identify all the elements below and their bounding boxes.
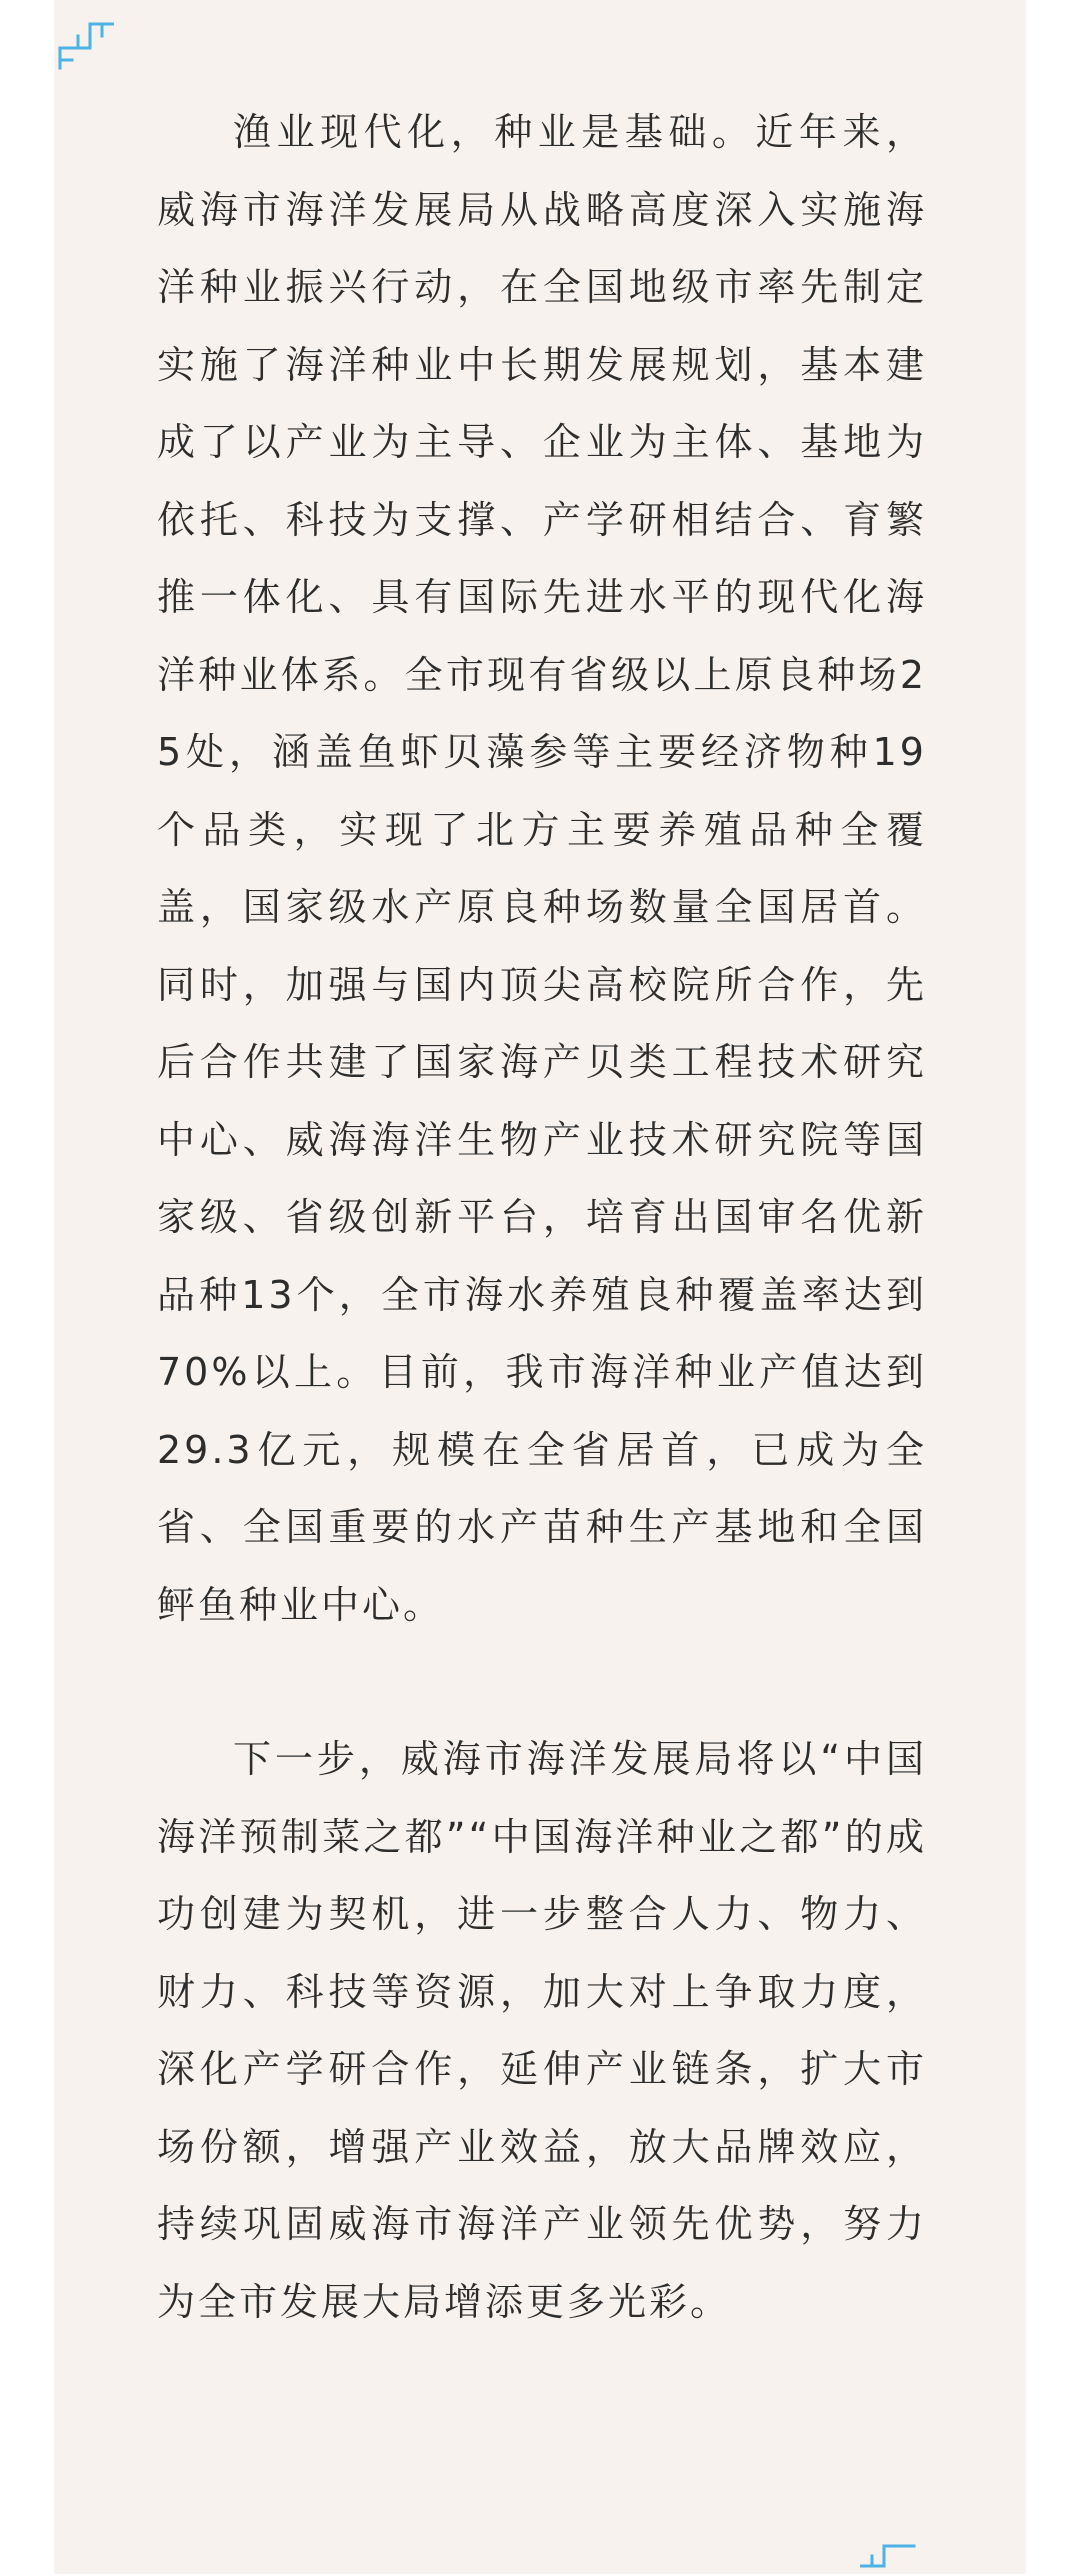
article-paragraph-2: 下一步，威海市海洋发展局将以“中国海洋预制菜之都”“中国海洋种业之都”的成功创建为契机，进一步整合人力、物力、财力、科技等资源，加大对上争取力度，深化产学研合作，延伸产业链条，扩大市场份额，增强产业效益，放大品牌效应，持续巩固威海市海洋产业领先优势，努力为全市发展大局增添更多光彩。 [157,1737,927,2324]
article-body [157,94,927,2341]
corner-ornament-icon [860,2542,920,2574]
article-paragraph-1: 渔业现代化，种业是基础。近年来，威海市海洋发展局从战略高度深入实施海洋种业振兴行动，在全国地级市率先制定实施了海洋种业中长期发展规划，基本建成了以产业为主导、企业为主体、基地为依托、科技为支撑、产学研相结合、育繁推一体化、具有国际先进水平的现代化海洋种业体系。全市现有省级以上原良种场25处，涵盖鱼虾贝藻参等主要经济物种19个品类，实现了北方主要养殖品种全覆盖，国家级水产原良种场数量全国居首。同时，加强与国内顶尖高校院所合作，先后合作共建了国家海产贝类工程技术研究中心、威海海洋生物产业技术研究院等国家级、省级创新平台，培育出国审名优新品种13个，全市海水养殖良种覆盖率达到70%以上。目前，我市海洋种业产值达到29.3亿元，规模在全省居首，已成为全省、全国重要的水产苗种生产基地和全国鲆鱼种业中心。 [157,110,927,1627]
corner-ornament-icon [54,16,114,76]
